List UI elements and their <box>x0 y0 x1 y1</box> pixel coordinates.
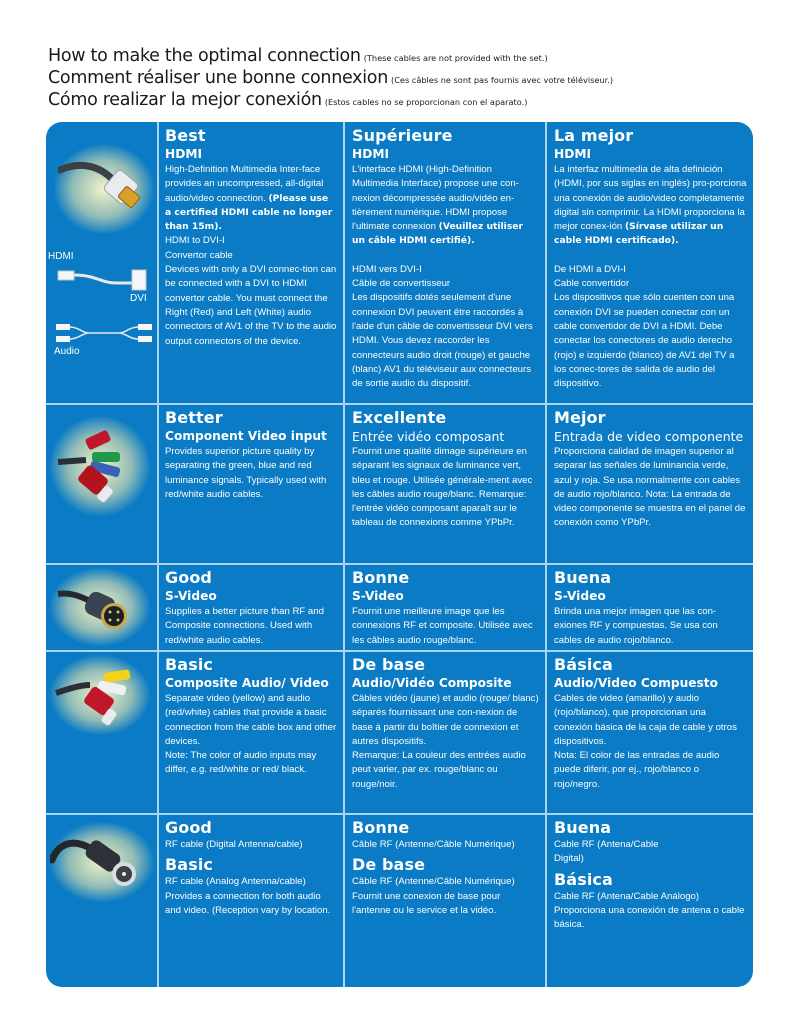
hdmi-label: HDMI <box>48 251 74 262</box>
rating-label: Basic <box>165 855 213 875</box>
connection-type: S-Video <box>554 589 606 603</box>
cell-row1-fr <box>345 122 545 403</box>
cable-description: Cable RF (Antena/Cable Análogo) <box>554 890 700 902</box>
bold-notice: (Please use a certified HDMI cable no longer than 15m). <box>165 192 333 233</box>
connection-type: HDMI <box>554 147 591 161</box>
description: La interfaz multimedia de alta definición (HDMI, por sus siglas en inglés) pro-porciona una conexión de audio/video completamente digital sin comprimir. La HDMI proporciona la mejor conex-ión <box>554 164 747 233</box>
rating-label: De base <box>352 655 426 674</box>
description: Brinda una mejor imagen que las con-exiones RF y compuestas. Se usa con cables de audio rojo/blanco. <box>554 606 718 646</box>
rating-label: Supérieure <box>352 126 453 145</box>
image-cell-component <box>46 404 157 563</box>
cable-description: Câble RF (Antenne/Câble Numérique) <box>352 876 515 888</box>
header-note-es: (Estos cables no se proporcionan con el aparato.) <box>324 97 528 107</box>
image-cell-composite <box>46 651 157 813</box>
connection-type: Composite Audio/ Video <box>165 676 329 690</box>
cell-row2-fr <box>345 404 545 563</box>
connection-type: S-Video <box>165 589 217 603</box>
cable-description: RF cable (Digital Antenna/cable) <box>165 839 303 850</box>
rating-label: Good <box>165 568 212 587</box>
subheading: Câble de convertisseur <box>352 278 451 290</box>
rating-label: Mejor <box>554 408 606 427</box>
connection-type: HDMI <box>165 147 202 161</box>
description: Les dispositifs dotés seulement d'une connexion DVI peuvent être raccordés à l'aide d'un câble de convertisseur DVI vers HDMI. Vous devez raccorder les connecteurs audio droit (rouge) et gauche (blanc) AV1 du téléviseur aux connecteurs de sortie audio du dispositif. <box>352 292 533 390</box>
cell-row5-es <box>547 814 753 987</box>
hdmi-to-dvi-cable-icon <box>56 263 151 293</box>
spacer <box>554 249 747 263</box>
rating-label: Básica <box>554 655 613 674</box>
cell-row3-en <box>158 564 343 650</box>
connection-type: Audio/Vidéo Composite <box>352 676 512 690</box>
rating-label: Básica <box>554 869 613 889</box>
header-title-fr: Comment réaliser une bonne connexion <box>48 68 388 88</box>
image-cell-svideo <box>46 564 157 650</box>
rating-label: Bonne <box>352 818 410 837</box>
description: L'interface HDMI (High-Definition Multimedia Interface) propose une con-nexion décompressée audio/vidéo en-tièrement numérique. HDMI propose l'ultimate connexion <box>352 164 519 233</box>
bold-notice: (Sírvase utilizar un cable HDMI certificado). <box>554 221 724 247</box>
connection-type: HDMI <box>352 147 389 161</box>
rating-label: Basic <box>165 655 213 674</box>
note: Note: The color of audio inputs may differ, e.g. red/white or red/ black. <box>165 750 317 776</box>
header-note-fr: (Ces câbles ne sont pas fournis avec votre téléviseur.) <box>391 75 614 85</box>
description: Cables de video (amarillo) y audio (rojo/blanco), que proporcionan una conexión básica de la caja de cable y otros dispositivos. <box>554 693 737 747</box>
image-cell-hdmi <box>46 122 157 403</box>
cable-description: Cable RF (Antena/Cable Digital) <box>554 839 659 865</box>
rating-label: La mejor <box>554 126 634 145</box>
cell-row4-es <box>547 651 753 813</box>
description: Provides a connection for both audio and video. (Reception vary by location. <box>165 890 331 916</box>
rating-label: De base <box>352 855 426 875</box>
description: Provides superior picture quality by separating the green, blue and red luminance signals. Typically used with red/white audio cables. <box>165 446 327 500</box>
rating-label: Buena <box>554 818 612 837</box>
description: Devices with only a DVI connec-tion can be connected with a DVI to HDMI convertor cable. You must connect the Right (Red) and Left (White) audio connectors of AV1 of the TV to the audio output connectors of the device. <box>165 264 337 347</box>
connection-type: Audio/Video Compuesto <box>554 676 718 690</box>
subheading: Cable convertidor <box>554 278 630 290</box>
description: High-Definition Multimedia Inter-face provides an uncompressed, all-digital audio/video connection. <box>165 164 324 204</box>
cell-row4-en <box>158 651 343 813</box>
cell-row3-es <box>547 564 753 650</box>
composite-av-cable-icon <box>54 663 144 733</box>
description: Proporciona una conexión de antena o cable básica. <box>554 904 745 931</box>
description: Los dispositivos que sólo cuenten con una conexión DVI se pueden conectar con un cable convertidor de DVI a HDMI. Debe conectar los conectores de audio derecho (rojo) e izquierdo (blanco) de AV1 del TV a los conec-tores de salida de audio del dispositivo. <box>554 292 735 390</box>
rating-label: Good <box>165 818 212 837</box>
header-line-en <box>48 46 613 68</box>
bold-notice: (Veuillez utiliser un câble HDMI certifié). <box>352 221 524 247</box>
cell-row4-fr <box>345 651 545 813</box>
description: Separate video (yellow) and audio (red/white) cables that provide a basic connection from the cable box and other devices. <box>165 693 337 747</box>
rating-label: Excellente <box>352 408 447 427</box>
component-video-cable-icon <box>56 426 141 506</box>
note: Remarque: La couleur des entrées audio peut varier, par ex. rouge/blanc ou rouge/noir. <box>352 750 526 790</box>
cell-row5-fr <box>345 814 545 987</box>
cable-description: Câble RF (Antenne/Câble Numérique) <box>352 839 515 850</box>
cell-row1-es <box>547 122 753 403</box>
header-line-es <box>48 90 613 112</box>
audio-cable-icon <box>54 320 154 348</box>
description: Proporciona calidad de imagen superior al separar las señales de luminancia verde, azul y roja. Se usa normalmente con cables de audio rojo/blanco. Nota: La entrada de video componente se muestra en el panel de conexión como YPbPr. <box>554 446 746 529</box>
header-line-fr <box>48 68 613 90</box>
header-title-en: How to make the optimal connection <box>48 46 361 66</box>
connection-table <box>46 122 753 987</box>
description: Fournit une meilleure image que les connexions RF et composite. Utilisée avec les câbles audio rouge/blanc. <box>352 606 533 646</box>
image-cell-rf <box>46 814 157 987</box>
page-header <box>48 46 613 112</box>
rating-label: Bonne <box>352 568 410 587</box>
dvi-label: DVI <box>130 293 147 304</box>
note: Nota: El color de las entradas de audio puede diferir, por ej., rojo/blanco o rojo/negro. <box>554 750 720 790</box>
description: Supplies a better picture than RF and Composite connections. Used with red/white audio cables. <box>165 606 324 646</box>
audio-label: Audio <box>54 346 80 357</box>
rating-label: Better <box>165 408 223 427</box>
cell-row5-en <box>158 814 343 987</box>
subheading: Convertor cable <box>165 249 233 261</box>
s-video-cable-icon <box>56 578 136 634</box>
description: Câbles vidéo (jaune) et audio (rouge/ blanc) séparés fournissant une con-nexion de base à partir du boîtier de connexion et autres dispositifs. <box>352 693 539 747</box>
header-note-en: (These cables are not provided with the set.) <box>363 53 548 63</box>
description: Fournit une qualité dimage supérieure en séparant les signaux de luminance vert, bleu et rouge. Utilisée générale-ment avec les câbles audio rouge/blanc. Remarque: l'entrée vidéo composant aparaît sur le tableau de connexions comme YPbPr. <box>352 446 533 529</box>
cell-row2-en <box>158 404 343 563</box>
subheading: De HDMI a DVI-I <box>554 263 626 275</box>
subheading: HDMI vers DVI-I <box>352 263 422 275</box>
description: Fournit une conexion de base pour l'antenne ou le service et la vidéo. <box>352 890 501 916</box>
connection-type: Entrée vidéo composant <box>352 429 505 444</box>
rating-label: Best <box>165 126 206 145</box>
cell-row3-fr <box>345 564 545 650</box>
subheading: HDMI to DVI-I <box>165 235 225 247</box>
cell-row2-es <box>547 404 753 563</box>
rating-label: Buena <box>554 568 612 587</box>
spacer <box>352 249 539 263</box>
connection-type: Entrada de video componente <box>554 429 744 444</box>
connection-type: Component Video input <box>165 429 327 443</box>
cell-row1-en <box>158 122 343 403</box>
rf-coax-cable-icon <box>50 830 146 900</box>
hdmi-cable-icon <box>58 152 153 227</box>
cable-description: RF cable (Analog Antenna/cable) <box>165 876 306 888</box>
connection-type: S-Video <box>352 589 404 603</box>
header-title-es: Cómo realizar la mejor conexión <box>48 90 322 110</box>
